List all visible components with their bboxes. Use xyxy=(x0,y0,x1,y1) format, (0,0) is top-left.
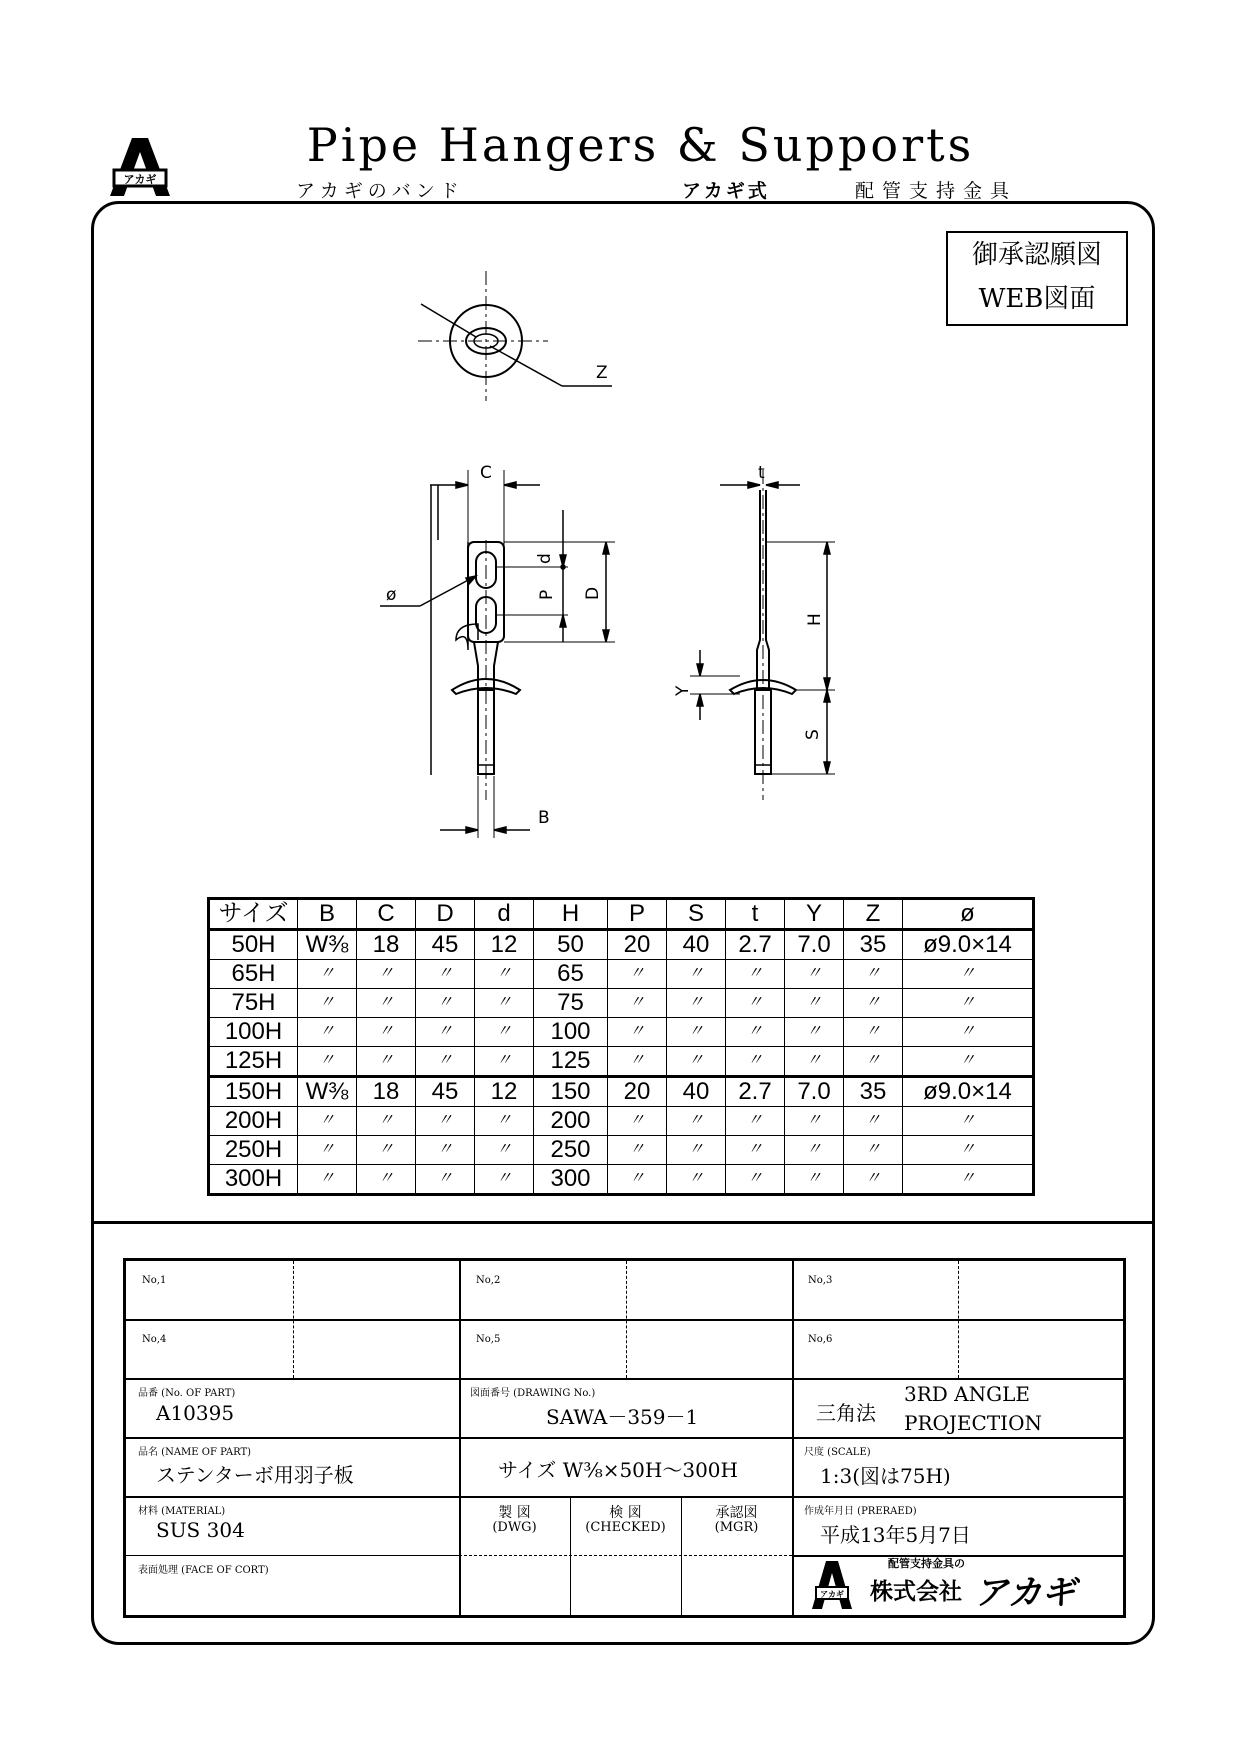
table-cell: 45 xyxy=(416,930,475,960)
table-header-cell: P xyxy=(608,899,667,930)
table-cell: 〃 xyxy=(667,989,726,1018)
slot-no2: No,2 xyxy=(476,1275,501,1286)
table-row xyxy=(209,989,1034,1018)
table-cell: 〃 xyxy=(475,989,534,1018)
table-cell: 〃 xyxy=(416,1136,475,1165)
table-cell: 35 xyxy=(844,1077,903,1107)
part-no-label: 品番 (No. OF PART) xyxy=(138,1388,236,1399)
table-cell: 〃 xyxy=(475,1165,534,1195)
table-cell: 〃 xyxy=(298,1047,357,1077)
table-cell: 〃 xyxy=(785,1107,844,1136)
table-cell: 〃 xyxy=(475,1107,534,1136)
table-cell: 〃 xyxy=(608,1165,667,1195)
company-type: 株式会社 xyxy=(870,1579,962,1605)
label-t: t xyxy=(758,463,765,483)
table-header-cell: サイズ xyxy=(209,899,298,930)
table-cell: 〃 xyxy=(298,1165,357,1195)
table-row xyxy=(209,1107,1034,1136)
table-header-row xyxy=(209,899,1034,930)
table-cell: 12 xyxy=(475,930,534,960)
table-cell: 〃 xyxy=(608,1136,667,1165)
label-z: Z xyxy=(596,363,608,383)
label-p: P xyxy=(537,589,557,600)
logo-top-text: アカギ xyxy=(123,173,157,186)
slot-no3: No,3 xyxy=(808,1275,833,1286)
table-header-cell: B xyxy=(298,899,357,930)
projection-jp: 三角法 xyxy=(816,1401,876,1425)
table-cell: 〃 xyxy=(416,1107,475,1136)
subtitle-brand: アカギ式 xyxy=(682,180,770,202)
table-header-cell: t xyxy=(726,899,785,930)
table-cell: 〃 xyxy=(785,1018,844,1047)
table-cell: 〃 xyxy=(416,1018,475,1047)
table-cell: 65H xyxy=(209,960,298,989)
table-cell: 2.7 xyxy=(726,930,785,960)
table-cell: 〃 xyxy=(667,1165,726,1195)
material-value: SUS 304 xyxy=(156,1518,245,1542)
table-cell: 〃 xyxy=(726,1165,785,1195)
table-cell: 40 xyxy=(667,930,726,960)
table-cell: 7.0 xyxy=(785,930,844,960)
company-tagline: 配管支持金具の xyxy=(888,1557,965,1570)
table-cell: 〃 xyxy=(844,960,903,989)
table-header-cell: D xyxy=(416,899,475,930)
table-cell: 35 xyxy=(844,930,903,960)
projection-line1: 3RD ANGLE xyxy=(904,1382,1030,1406)
table-cell: 〃 xyxy=(726,960,785,989)
table-cell: 〃 xyxy=(416,960,475,989)
table-header-cell: d xyxy=(475,899,534,930)
table-cell: 〃 xyxy=(416,989,475,1018)
table-cell: 〃 xyxy=(785,989,844,1018)
scale-value: 1:3(図は75H) xyxy=(820,1464,951,1488)
table-cell: 75 xyxy=(534,989,608,1018)
table-cell: 〃 xyxy=(726,1136,785,1165)
title-block xyxy=(123,1258,1126,1618)
table-cell: 〃 xyxy=(844,989,903,1018)
table-cell: 75H xyxy=(209,989,298,1018)
table-cell: 20 xyxy=(608,1077,667,1107)
table-cell: 150 xyxy=(534,1077,608,1107)
approval-line2: WEB図面 xyxy=(978,284,1096,314)
page-title: Pipe Hangers & Supports xyxy=(306,118,975,172)
table-cell: 〃 xyxy=(475,960,534,989)
table-cell: 18 xyxy=(357,930,416,960)
table-header-cell: S xyxy=(667,899,726,930)
table-cell: 〃 xyxy=(844,1047,903,1077)
table-cell: ø9.0×14 xyxy=(903,930,1034,960)
table-cell: 〃 xyxy=(785,960,844,989)
table-header-cell: ø xyxy=(903,899,1034,930)
table-cell: 200H xyxy=(209,1107,298,1136)
table-cell: 〃 xyxy=(903,960,1034,989)
drawing-no: SAWA－359－1 xyxy=(546,1405,699,1429)
table-cell: 〃 xyxy=(608,1047,667,1077)
subtitle-left: アカギのバンド xyxy=(296,180,464,202)
mgr-en: (MGR) xyxy=(714,1520,759,1535)
table-cell: 18 xyxy=(357,1077,416,1107)
company-brand: アカギ xyxy=(974,1573,1076,1613)
table-cell: 〃 xyxy=(357,989,416,1018)
table-cell: 〃 xyxy=(667,1136,726,1165)
table-cell: 〃 xyxy=(357,1107,416,1136)
company-logo-text: アカギ xyxy=(820,1590,844,1599)
table-cell: 200 xyxy=(534,1107,608,1136)
table-cell: 〃 xyxy=(667,1047,726,1077)
dimension-table xyxy=(207,897,1035,1196)
table-cell: 2.7 xyxy=(726,1077,785,1107)
drawing-no-label: 図面番号 (DRAWING No.) xyxy=(470,1388,596,1399)
slot-no1: No,1 xyxy=(142,1275,167,1286)
table-cell: 100H xyxy=(209,1018,298,1047)
table-cell: 〃 xyxy=(726,1107,785,1136)
table-cell: 〃 xyxy=(475,1018,534,1047)
table-cell: 〃 xyxy=(357,1165,416,1195)
table-cell: 〃 xyxy=(298,989,357,1018)
table-cell: 〃 xyxy=(475,1047,534,1077)
table-cell: 〃 xyxy=(357,1136,416,1165)
projection-line2: PROJECTION xyxy=(904,1411,1042,1435)
table-cell: 65 xyxy=(534,960,608,989)
slot-no6: No,6 xyxy=(808,1334,833,1345)
table-cell: 〃 xyxy=(844,1165,903,1195)
table-cell: 〃 xyxy=(903,989,1034,1018)
table-cell: 〃 xyxy=(298,1136,357,1165)
prepared-date: 平成13年5月7日 xyxy=(820,1523,971,1547)
table-cell: 〃 xyxy=(608,989,667,1018)
material-label: 材料 (MATERIAL) xyxy=(138,1506,226,1517)
table-cell: 〃 xyxy=(785,1136,844,1165)
table-cell: 300 xyxy=(534,1165,608,1195)
table-cell: 〃 xyxy=(357,1018,416,1047)
label-D: D xyxy=(583,586,603,600)
label-y: Y xyxy=(673,685,693,696)
table-cell: 〃 xyxy=(357,960,416,989)
label-d: d xyxy=(535,553,555,564)
company-logo-icon xyxy=(810,1559,854,1611)
table-cell: 〃 xyxy=(726,1047,785,1077)
table-cell: 〃 xyxy=(785,1047,844,1077)
prepared-label: 作成年月日 (PRERAED) xyxy=(804,1506,917,1517)
label-s: S xyxy=(803,729,823,740)
table-cell: 〃 xyxy=(667,1018,726,1047)
dwg-jp: 製 図 xyxy=(498,1505,531,1521)
checked-en: (CHECKED) xyxy=(585,1520,666,1535)
table-cell: 〃 xyxy=(903,1047,1034,1077)
table-cell: 250H xyxy=(209,1136,298,1165)
table-cell: ø9.0×14 xyxy=(903,1077,1034,1107)
table-cell: 12 xyxy=(475,1077,534,1107)
table-cell: 〃 xyxy=(298,960,357,989)
table-cell: 〃 xyxy=(785,1165,844,1195)
table-header-cell: Y xyxy=(785,899,844,930)
table-cell: 〃 xyxy=(844,1136,903,1165)
table-cell: W⅜ xyxy=(298,930,357,960)
mgr-jp: 承認図 xyxy=(715,1505,758,1521)
table-cell: 50 xyxy=(534,930,608,960)
table-cell: 150H xyxy=(209,1077,298,1107)
table-cell: 〃 xyxy=(726,989,785,1018)
table-row xyxy=(209,1077,1034,1107)
slot-no4: No,4 xyxy=(142,1334,167,1345)
table-cell: 250 xyxy=(534,1136,608,1165)
label-b: B xyxy=(538,808,550,828)
table-row xyxy=(209,1047,1034,1077)
table-row xyxy=(209,1136,1034,1165)
table-cell: 7.0 xyxy=(785,1077,844,1107)
table-cell: 〃 xyxy=(416,1047,475,1077)
table-cell: 45 xyxy=(416,1077,475,1107)
label-h: H xyxy=(805,613,825,626)
name-label: 品名 (NAME OF PART) xyxy=(138,1447,252,1458)
subtitle-right: 配管支持金具 xyxy=(855,180,1018,202)
table-cell: 〃 xyxy=(298,1107,357,1136)
table-header-cell: Z xyxy=(844,899,903,930)
table-cell: 〃 xyxy=(903,1136,1034,1165)
dwg-en: (DWG) xyxy=(492,1520,537,1535)
table-cell: 〃 xyxy=(608,1107,667,1136)
table-cell: 20 xyxy=(608,930,667,960)
part-name: ステンターボ用羽子板 xyxy=(156,1463,354,1487)
label-c: C xyxy=(480,463,492,483)
size-range: サイズ W⅜×50H～300H xyxy=(498,1458,738,1482)
table-row xyxy=(209,1165,1034,1195)
scale-label: 尺度 (SCALE) xyxy=(804,1447,871,1458)
table-cell: W⅜ xyxy=(298,1077,357,1107)
part-no: A10395 xyxy=(156,1401,235,1425)
table-cell: 〃 xyxy=(357,1047,416,1077)
slot-no5: No,5 xyxy=(476,1334,501,1345)
table-cell: 300H xyxy=(209,1165,298,1195)
table-cell: 50H xyxy=(209,930,298,960)
checked-jp: 検 図 xyxy=(609,1505,642,1521)
table-cell: 〃 xyxy=(844,1107,903,1136)
table-cell: 〃 xyxy=(903,1107,1034,1136)
table-row xyxy=(209,930,1034,960)
table-cell: 〃 xyxy=(903,1018,1034,1047)
table-cell: 〃 xyxy=(903,1165,1034,1195)
frame-divider xyxy=(91,1221,1155,1224)
table-cell: 125H xyxy=(209,1047,298,1077)
table-cell: 125 xyxy=(534,1047,608,1077)
table-header-cell: C xyxy=(357,899,416,930)
table-header-cell: H xyxy=(534,899,608,930)
approval-line1: 御承認願図 xyxy=(971,240,1102,270)
table-cell: 〃 xyxy=(608,1018,667,1047)
table-cell: 40 xyxy=(667,1077,726,1107)
table-cell: 〃 xyxy=(298,1018,357,1047)
table-row xyxy=(209,1018,1034,1047)
finish-label: 表面処理 (FACE OF CORT) xyxy=(138,1565,269,1576)
table-row xyxy=(209,960,1034,989)
table-cell: 〃 xyxy=(844,1018,903,1047)
table-cell: 〃 xyxy=(475,1136,534,1165)
label-phi: ø xyxy=(386,585,397,605)
table-cell: 〃 xyxy=(667,1107,726,1136)
table-cell: 〃 xyxy=(416,1165,475,1195)
table-cell: 〃 xyxy=(726,1018,785,1047)
table-cell: 〃 xyxy=(608,960,667,989)
table-cell: 100 xyxy=(534,1018,608,1047)
table-cell: 〃 xyxy=(667,960,726,989)
